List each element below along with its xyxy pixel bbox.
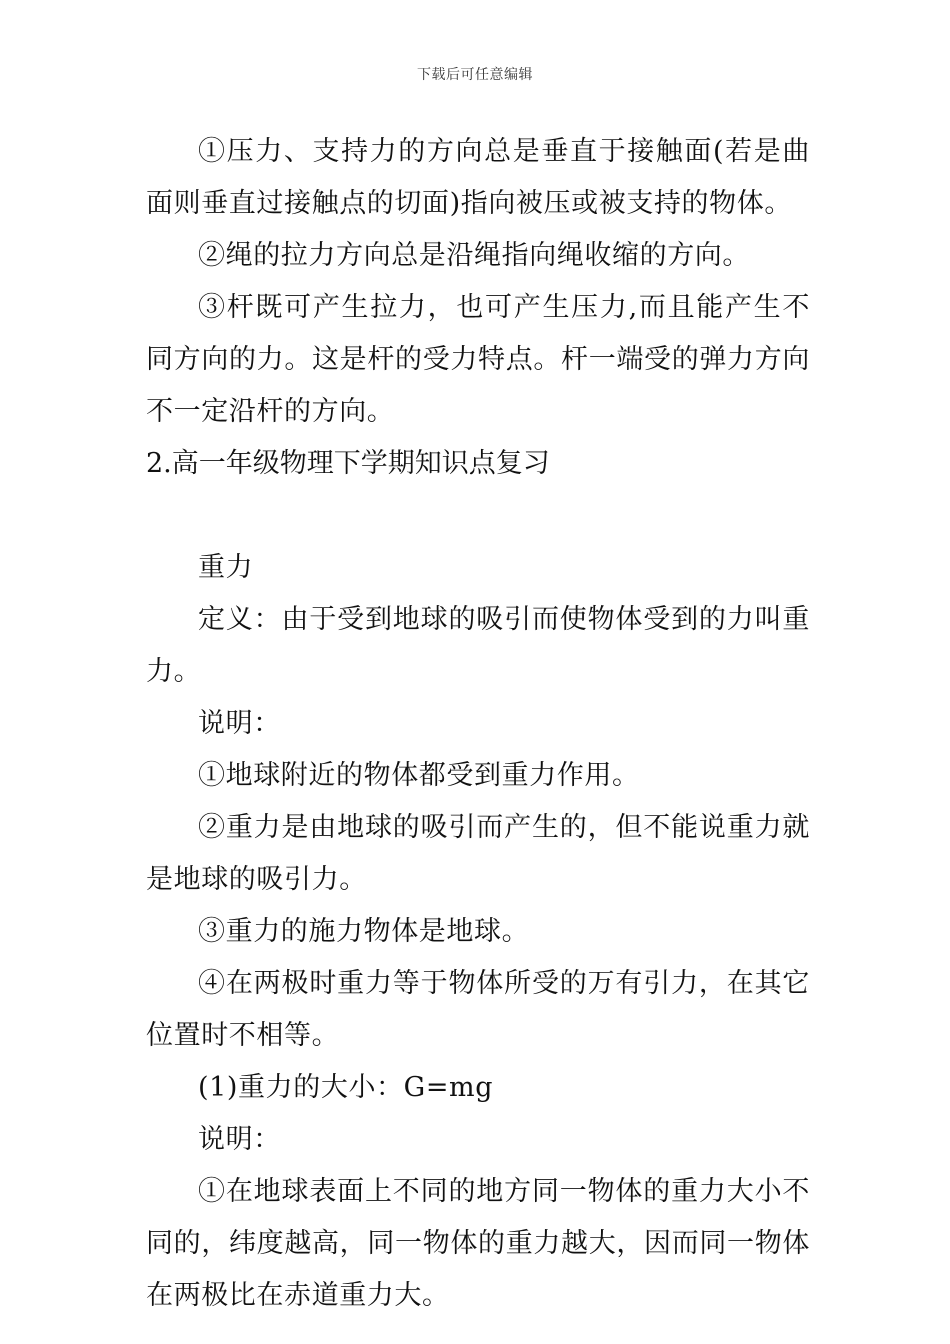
section-title: 2.高一年级物理下学期知识点复习	[146, 448, 550, 479]
paragraph-rope-tension: ②绳的拉力方向总是沿绳指向绳收缩的方向。	[198, 240, 750, 271]
spacer	[146, 490, 810, 542]
paragraph-gravity-note-3: ③重力的施力物体是地球。	[198, 916, 530, 947]
paragraph-pressure-direction: ①压力、支持力的方向总是垂直于接触面(若是曲面则垂直过接触点的切面)指向被压或被支持的物体。	[146, 136, 810, 219]
paragraph-gravity-note-4: ④在两极时重力等于物体所受的万有引力，在其它位置时不相等。	[146, 968, 810, 1051]
paragraph-gravity-note-1: ①地球附近的物体都受到重力作用。	[198, 760, 640, 791]
paragraph-rod-force: ③杆既可产生拉力，也可产生压力,而且能产生不同方向的力。这是杆的受力特点。杆一端受的弹力方向不一定沿杆的方向。	[146, 292, 810, 427]
paragraph-gravity-definition: 定义：由于受到地球的吸引而使物体受到的力叫重力。	[146, 604, 810, 687]
paragraph-gravity-heading: 重力	[198, 552, 254, 583]
paragraph-explanation-label: 说明：	[198, 708, 281, 739]
paragraph-explanation-label-2: 说明：	[198, 1124, 281, 1155]
page-header: 下载后可任意编辑	[417, 67, 533, 83]
paragraph-gravity-magnitude: (1)重力的大小：G=mg	[198, 1072, 494, 1103]
document-body	[146, 126, 810, 1322]
paragraph-gravity-latitude: ①在地球表面上不同的地方同一物体的重力大小不同的，纬度越高，同一物体的重力越大，因而同一物体在两极比在赤道重力大。	[146, 1176, 810, 1311]
paragraph-gravity-note-2: ②重力是由地球的吸引而产生的，但不能说重力就是地球的吸引力。	[146, 812, 810, 895]
